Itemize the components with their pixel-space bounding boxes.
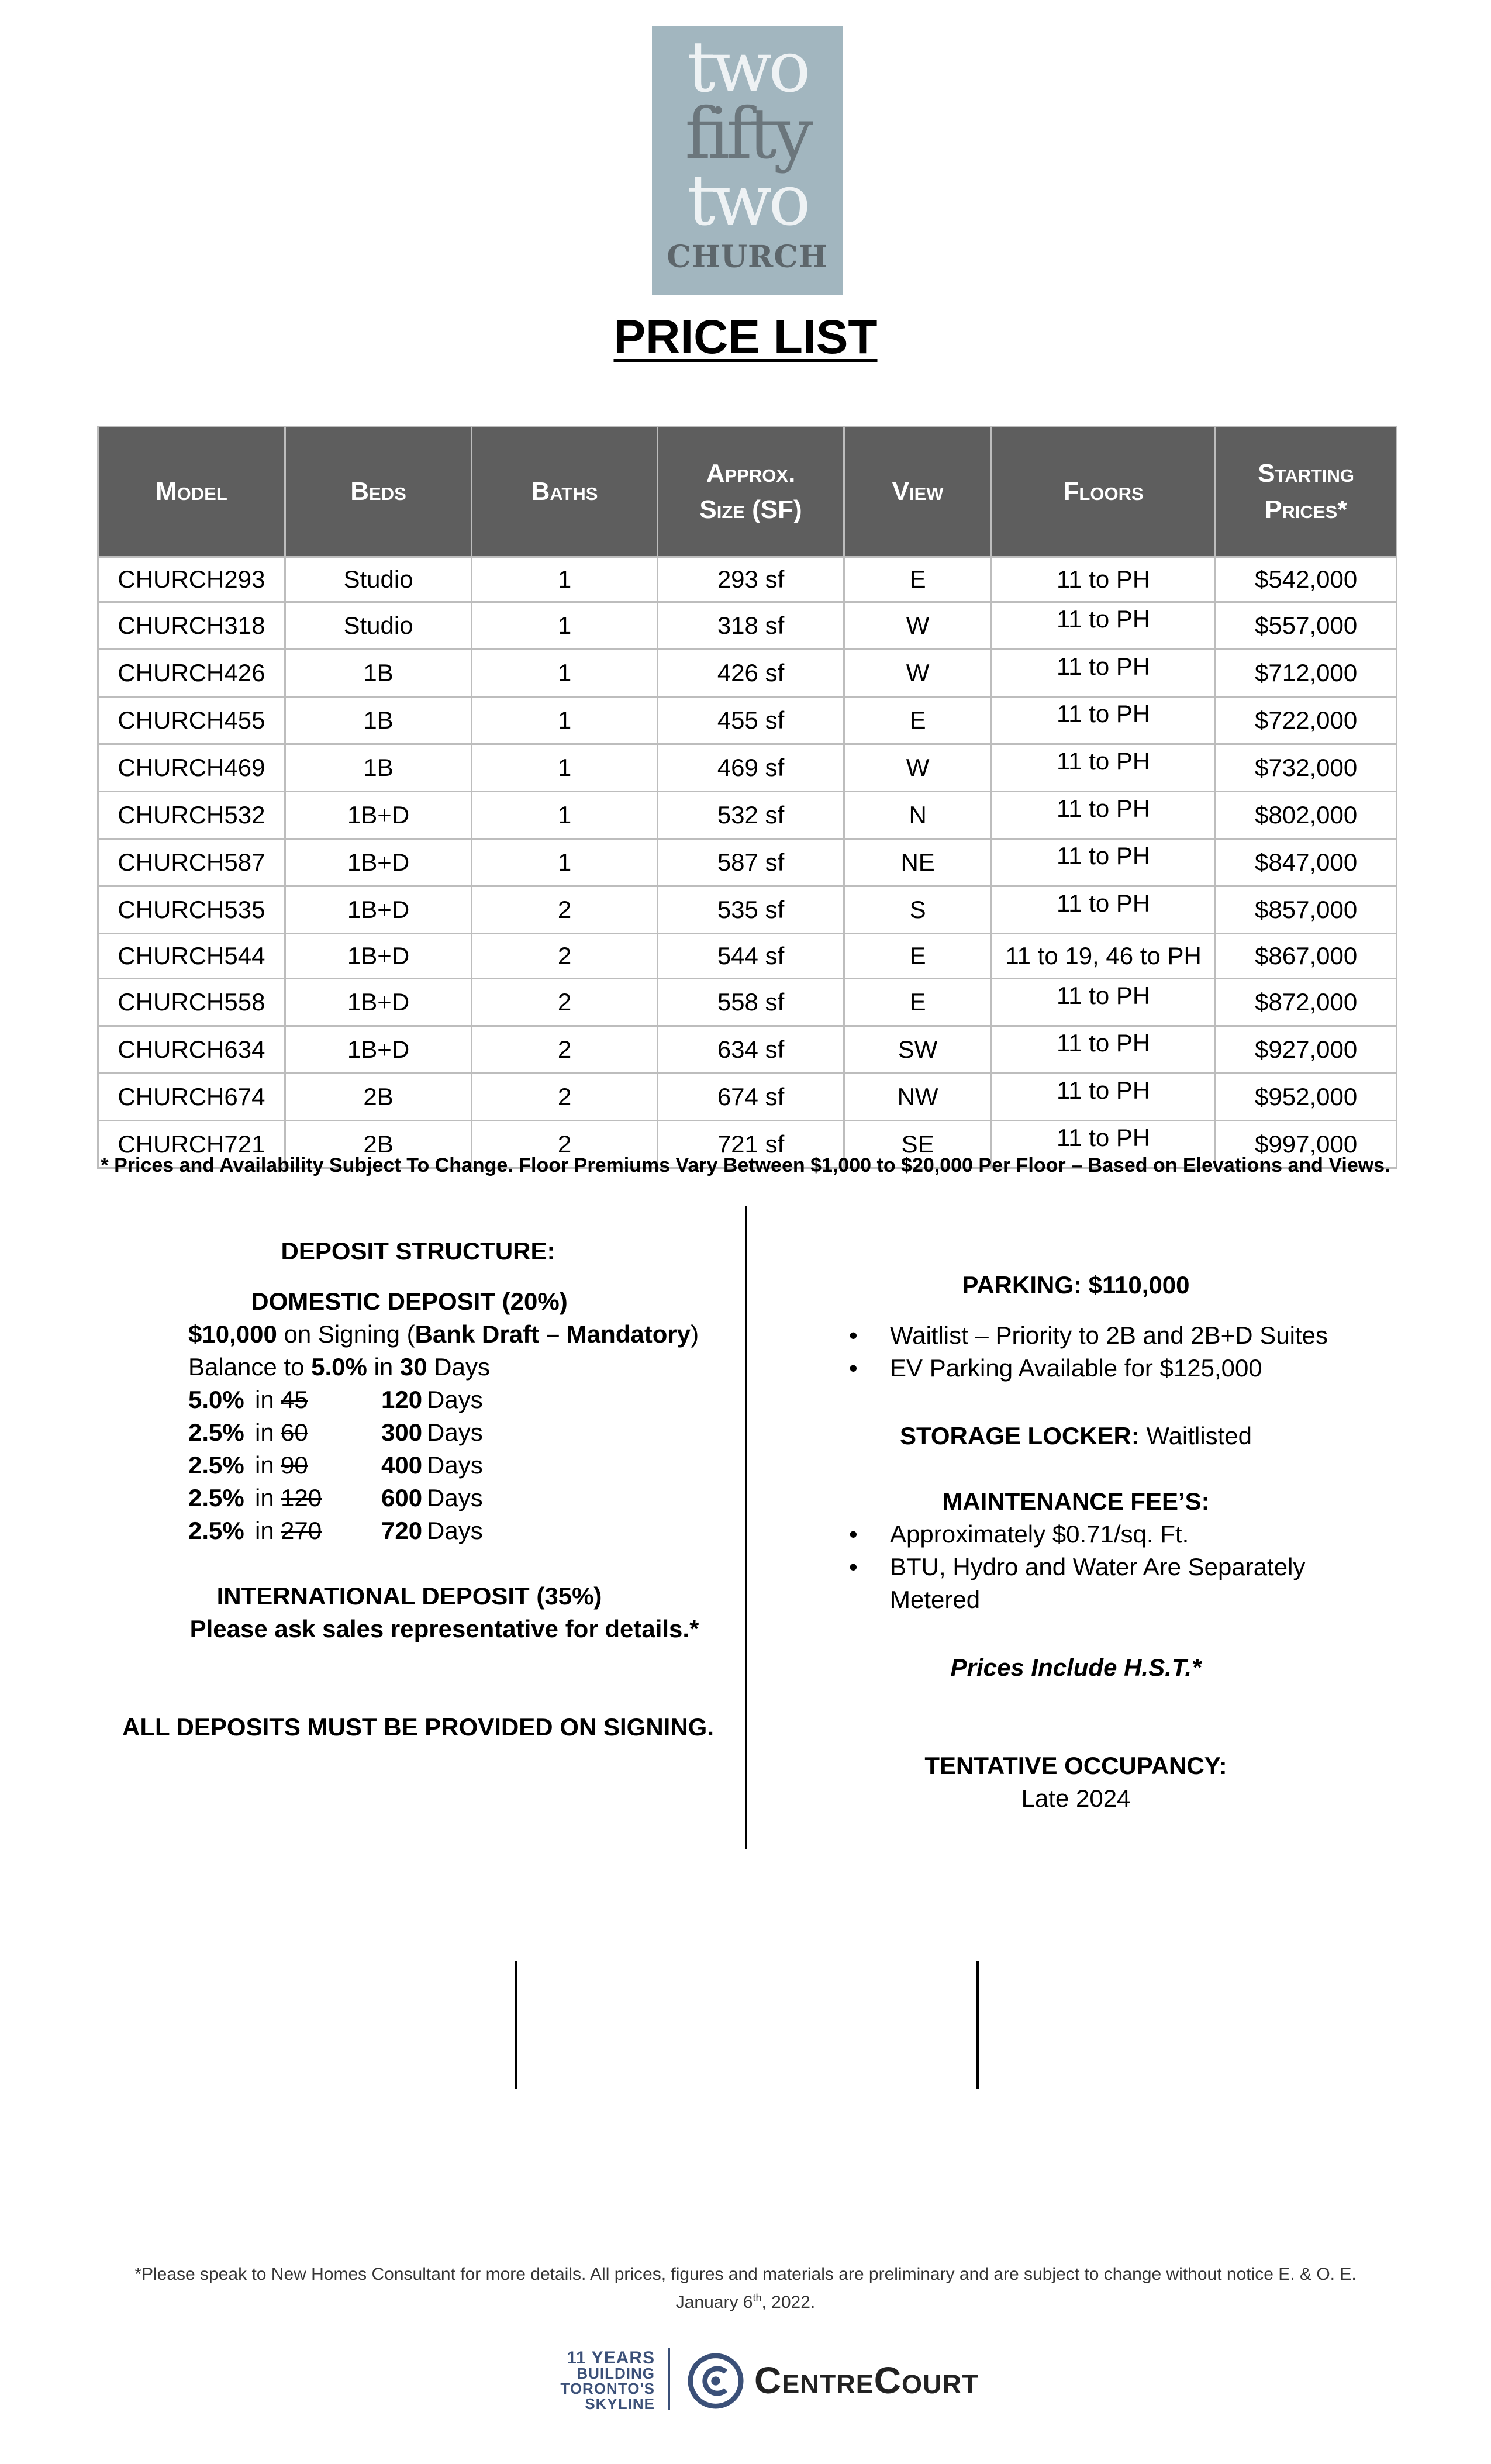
parking-list: [845, 1319, 1372, 1385]
international-deposit-text: Please ask sales representative for details.*: [189, 1615, 699, 1642]
header-price-line1: Starting: [1258, 459, 1355, 488]
cell-beds: Studio: [285, 557, 471, 602]
balance-days-num: 30: [399, 1353, 427, 1381]
cell-price: $857,000: [1216, 886, 1397, 934]
table-row: [98, 886, 1397, 934]
cell-size: 544 sf: [657, 934, 844, 979]
schedule-days: 720: [381, 1517, 423, 1544]
cell-baths: 1: [472, 697, 657, 744]
maintenance-item: • Approximately $0.71/sq. Ft.: [845, 1518, 1348, 1551]
table-row: [98, 979, 1397, 1026]
cell-price: $722,000: [1216, 697, 1397, 744]
decorative-line-right: [976, 1961, 979, 2089]
cell-model: CHURCH426: [98, 650, 285, 697]
cell-price: $927,000: [1216, 1026, 1397, 1074]
branding-divider: [668, 2348, 670, 2410]
balance-prefix: Balance to: [188, 1353, 312, 1381]
cell-model: CHURCH469: [98, 744, 285, 792]
cell-view: SW: [844, 1026, 992, 1074]
table-row: [98, 557, 1397, 602]
table-row: [98, 839, 1397, 886]
cell-view: NW: [844, 1074, 992, 1121]
cell-floors: 11 to PH: [991, 602, 1215, 650]
cell-view: E: [844, 557, 992, 602]
cell-view: SE: [844, 1121, 992, 1168]
cell-model: CHURCH674: [98, 1074, 285, 1121]
cell-baths: 1: [472, 839, 657, 886]
schedule-days: 120: [381, 1386, 423, 1413]
years-line: SKYLINE: [585, 2395, 655, 2413]
schedule-in: in: [255, 1419, 274, 1446]
schedule-days: 600: [381, 1484, 423, 1511]
deposit-schedule-row: [188, 1482, 750, 1514]
cell-view: W: [844, 650, 992, 697]
cell-floors: 11 to PH: [991, 557, 1215, 602]
cell-view: E: [844, 934, 992, 979]
price-table: [97, 426, 1397, 1169]
cell-model: CHURCH455: [98, 697, 285, 744]
cell-baths: 1: [472, 602, 657, 650]
schedule-unit: Days: [427, 1419, 483, 1446]
cell-view: W: [844, 602, 992, 650]
occupancy-heading: TENTATIVE OCCUPANCY:: [924, 1752, 1227, 1779]
centrecourt-logo-icon: [688, 2353, 744, 2409]
domestic-deposit-heading: DOMESTIC DEPOSIT (20%): [251, 1288, 568, 1315]
header-baths: Baths: [472, 427, 657, 557]
schedule-unit: Days: [427, 1451, 483, 1479]
deposit-schedule-row: [188, 1416, 750, 1449]
table-row: [98, 650, 1397, 697]
cell-price: $867,000: [1216, 934, 1397, 979]
balance-pct: 5.0%: [311, 1353, 367, 1381]
schedule-in: in: [255, 1517, 274, 1544]
price-availability-note: * Prices and Availability Subject To Change. Floor Premiums Vary Between $1,000 to $20,000 Per Floor – Based on Elevations and Views.: [101, 1154, 1390, 1176]
parking-item: • Waitlist – Priority to 2B and 2B+D Suites: [845, 1319, 1372, 1352]
schedule-in: in: [255, 1451, 274, 1479]
deposit-schedule-row: [188, 1514, 750, 1547]
balance-in: in: [367, 1353, 400, 1381]
cell-model: CHURCH535: [98, 886, 285, 934]
logo-word-two-second: two: [687, 160, 807, 241]
footer-disclaimer: [0, 2263, 1491, 2314]
maintenance-heading: MAINTENANCE FEE’S:: [942, 1488, 1210, 1515]
cell-size: 318 sf: [657, 602, 844, 650]
storage-locker: [766, 1420, 1386, 1452]
header-view: View: [844, 427, 992, 557]
cell-baths: 2: [472, 979, 657, 1026]
schedule-pct: 2.5%: [188, 1484, 244, 1511]
cell-view: S: [844, 886, 992, 934]
header-price: [1216, 427, 1397, 557]
schedule-pct: 2.5%: [188, 1517, 244, 1544]
cell-baths: 2: [472, 886, 657, 934]
table-row: [98, 934, 1397, 979]
cell-price: $557,000: [1216, 602, 1397, 650]
cell-model: CHURCH634: [98, 1026, 285, 1074]
deposit-schedule-row: [188, 1449, 750, 1482]
cell-beds: 1B+D: [285, 886, 471, 934]
cell-beds: 1B: [285, 744, 471, 792]
schedule-days: 400: [381, 1451, 423, 1479]
cell-size: 535 sf: [657, 886, 844, 934]
cell-price: $802,000: [1216, 792, 1397, 839]
project-logo: [652, 26, 843, 295]
cell-baths: 1: [472, 650, 657, 697]
cell-model: CHURCH532: [98, 792, 285, 839]
header-size-line1: Approx.: [706, 459, 796, 488]
schedule-unit: Days: [427, 1517, 483, 1544]
cell-baths: 2: [472, 1026, 657, 1074]
header-floors: Floors: [991, 427, 1215, 557]
cell-model: CHURCH558: [98, 979, 285, 1026]
centrecourt-wordmark: CentreCourt: [754, 2359, 979, 2401]
cell-size: 558 sf: [657, 979, 844, 1026]
logo-word-fifty: fifty: [685, 94, 810, 175]
cell-model: CHURCH318: [98, 602, 285, 650]
storage-value: Waitlisted: [1139, 1422, 1252, 1450]
cell-baths: 1: [472, 792, 657, 839]
schedule-old-days: 120: [281, 1484, 322, 1511]
table-row: [98, 1074, 1397, 1121]
table-row: [98, 1026, 1397, 1074]
parking-item: • EV Parking Available for $125,000: [845, 1352, 1372, 1385]
cell-view: E: [844, 979, 992, 1026]
cell-floors: 11 to PH: [991, 839, 1215, 886]
cell-view: N: [844, 792, 992, 839]
header-price-line2: Prices*: [1265, 495, 1348, 524]
cell-baths: 2: [472, 934, 657, 979]
occupancy-value: Late 2024: [1021, 1785, 1131, 1812]
cell-view: W: [844, 744, 992, 792]
page-title: PRICE LIST: [613, 310, 878, 364]
cell-floors: 11 to 19, 46 to PH: [991, 934, 1215, 979]
cell-floors: 11 to PH: [991, 697, 1215, 744]
years-line: 11 YEARS: [567, 2348, 655, 2368]
date-suffix: , 2022.: [761, 2293, 816, 2312]
header-beds: Beds: [285, 427, 471, 557]
cell-size: 721 sf: [657, 1121, 844, 1168]
cell-baths: 1: [472, 744, 657, 792]
cell-model: CHURCH293: [98, 557, 285, 602]
cell-beds: 1B+D: [285, 934, 471, 979]
schedule-days: 300: [381, 1419, 423, 1446]
cell-beds: Studio: [285, 602, 471, 650]
parking-heading: PARKING: $110,000: [962, 1271, 1190, 1299]
schedule-pct: 2.5%: [188, 1451, 244, 1479]
hst-note: Prices Include H.S.T.*: [950, 1654, 1202, 1681]
header-size: [657, 427, 844, 557]
date-prefix: January 6: [675, 2293, 753, 2312]
cell-size: 674 sf: [657, 1074, 844, 1121]
deposit-details: [188, 1318, 750, 1547]
table-row: [98, 744, 1397, 792]
cell-model: CHURCH544: [98, 934, 285, 979]
cell-size: 634 sf: [657, 1026, 844, 1074]
cell-model: CHURCH587: [98, 839, 285, 886]
cell-price: $997,000: [1216, 1121, 1397, 1168]
signing-close: ): [691, 1320, 699, 1348]
cell-baths: 1: [472, 557, 657, 602]
logo-word-two: two: [687, 27, 807, 108]
schedule-old-days: 60: [281, 1419, 308, 1446]
schedule-in: in: [255, 1386, 274, 1413]
cell-view: NE: [844, 839, 992, 886]
international-deposit-heading: INTERNATIONAL DEPOSIT (35%): [216, 1582, 602, 1610]
balance-days: Days: [427, 1353, 490, 1381]
table-row: [98, 792, 1397, 839]
cell-size: 532 sf: [657, 792, 844, 839]
cell-price: $712,000: [1216, 650, 1397, 697]
cell-baths: 2: [472, 1121, 657, 1168]
signing-bank-draft: Bank Draft – Mandatory: [415, 1320, 691, 1348]
cell-beds: 1B+D: [285, 839, 471, 886]
cell-size: 455 sf: [657, 697, 844, 744]
balance-line: [188, 1351, 750, 1383]
cell-floors: 11 to PH: [991, 1026, 1215, 1074]
table-row: [98, 602, 1397, 650]
cell-price: $732,000: [1216, 744, 1397, 792]
cell-price: $872,000: [1216, 979, 1397, 1026]
decorative-line-left: [515, 1961, 517, 2089]
disclaimer-text: *Please speak to New Homes Consultant for more details. All prices, figures and materials are preliminary and are subject to change without notice E. & O. E.: [134, 2265, 1357, 2284]
deposit-heading: DEPOSIT STRUCTURE:: [281, 1237, 555, 1265]
disclaimer-date: [0, 2286, 1491, 2314]
cell-floors: 11 to PH: [991, 792, 1215, 839]
signing-on: on Signing (: [277, 1320, 415, 1348]
cell-model: CHURCH721: [98, 1121, 285, 1168]
cell-price: $542,000: [1216, 557, 1397, 602]
cell-size: 426 sf: [657, 650, 844, 697]
signing-amount: $10,000: [188, 1320, 277, 1348]
cell-beds: 1B+D: [285, 792, 471, 839]
schedule-old-days: 90: [281, 1451, 308, 1479]
cell-size: 469 sf: [657, 744, 844, 792]
cell-size: 293 sf: [657, 557, 844, 602]
cell-price: $847,000: [1216, 839, 1397, 886]
date-sup: th: [753, 2292, 762, 2304]
cell-beds: 2B: [285, 1074, 471, 1121]
storage-label: STORAGE LOCKER:: [899, 1422, 1140, 1450]
maintenance-item: • BTU, Hydro and Water Are Separately Metered: [845, 1551, 1348, 1616]
logo-word-church: CHURCH: [667, 239, 828, 275]
cell-view: E: [844, 697, 992, 744]
cell-size: 587 sf: [657, 839, 844, 886]
cell-price: $952,000: [1216, 1074, 1397, 1121]
all-deposits-note: ALL DEPOSITS MUST BE PROVIDED ON SIGNING.: [122, 1713, 714, 1741]
header-model: Model: [98, 427, 285, 557]
maintenance-list: [845, 1518, 1348, 1616]
signing-line: [188, 1318, 750, 1351]
schedule-old-days: 270: [281, 1517, 322, 1544]
table-row: [98, 697, 1397, 744]
cell-beds: 1B+D: [285, 1026, 471, 1074]
cell-beds: 1B+D: [285, 979, 471, 1026]
schedule-pct: 5.0%: [188, 1386, 244, 1413]
cell-beds: 2B: [285, 1121, 471, 1168]
cell-beds: 1B: [285, 650, 471, 697]
header-size-line2: Size (SF): [699, 495, 802, 524]
schedule-pct: 2.5%: [188, 1419, 244, 1446]
cell-floors: 11 to PH: [991, 1074, 1215, 1121]
schedule-unit: Days: [427, 1386, 483, 1413]
cell-beds: 1B: [285, 697, 471, 744]
schedule-unit: Days: [427, 1484, 483, 1511]
years-tagline: [538, 2348, 655, 2413]
deposit-schedule-row: [188, 1383, 750, 1416]
years-line: BUILDING: [577, 2365, 655, 2382]
cell-floors: 11 to PH: [991, 886, 1215, 934]
cell-floors: 11 to PH: [991, 979, 1215, 1026]
years-line: TORONTO'S: [560, 2380, 655, 2397]
cell-floors: 11 to PH: [991, 1121, 1215, 1168]
cell-floors: 11 to PH: [991, 650, 1215, 697]
table-header-row: [98, 427, 1397, 557]
schedule-old-days: 45: [281, 1386, 308, 1413]
cell-floors: 11 to PH: [991, 744, 1215, 792]
schedule-in: in: [255, 1484, 274, 1511]
cell-baths: 2: [472, 1074, 657, 1121]
developer-branding: [0, 2345, 1491, 2415]
